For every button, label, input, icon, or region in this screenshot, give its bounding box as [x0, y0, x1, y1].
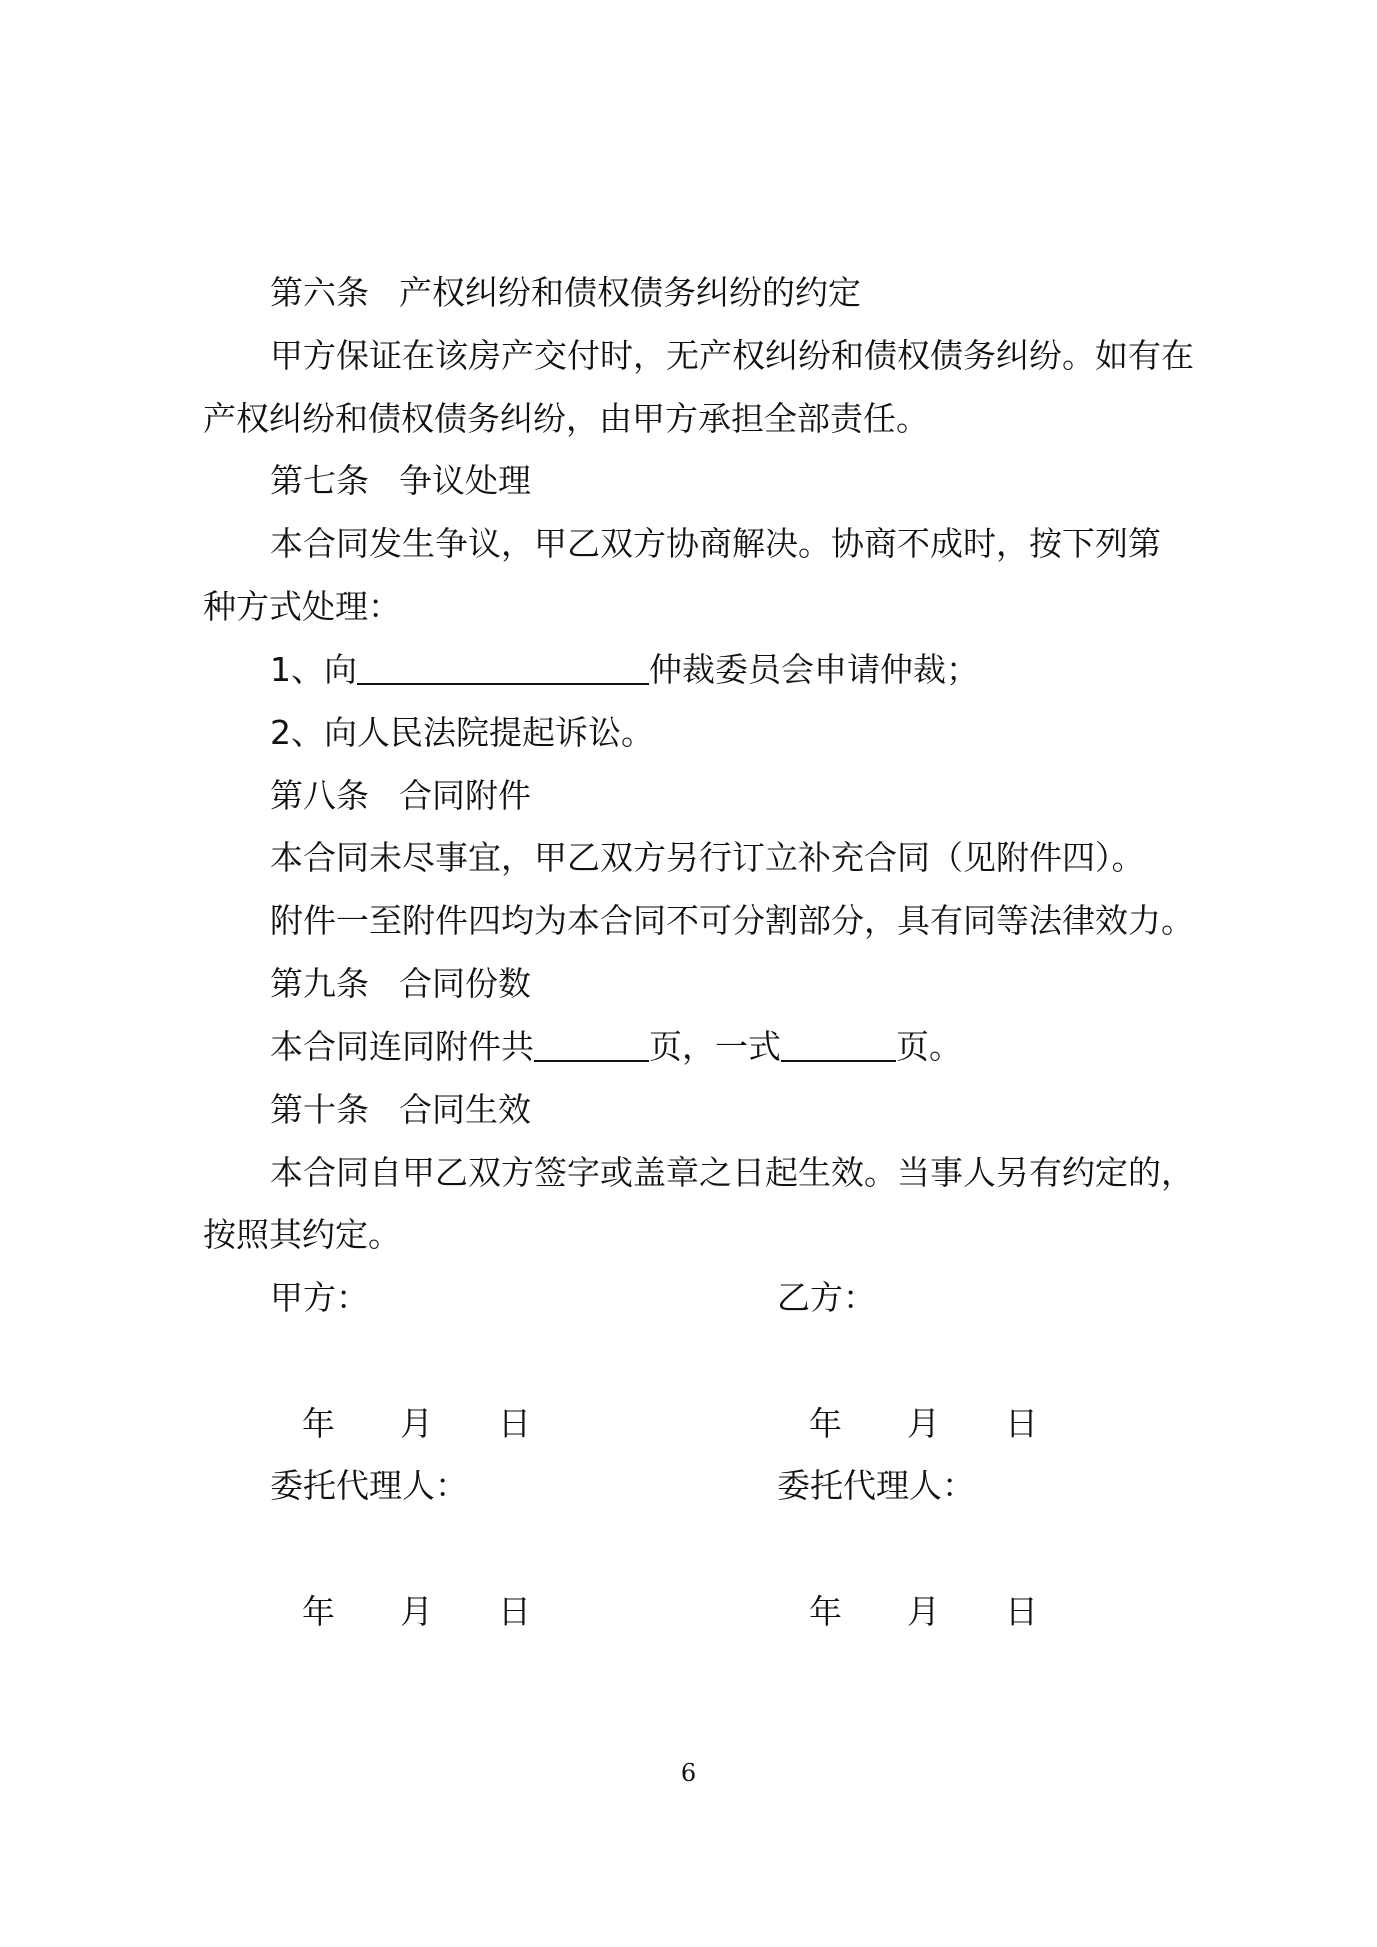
arbitration-committee-blank[interactable] — [357, 653, 649, 685]
article8-body-line1: 本合同未尽事宜，甲乙双方另行订立补充合同（见附件四）。 — [270, 838, 1145, 877]
article10-body-line1: 本合同自甲乙双方签字或盖章之日起生效。当事人另有约定的， — [270, 1153, 1194, 1192]
article8-number: 第八条 — [270, 776, 369, 815]
party-a-year: 年 — [302, 1404, 335, 1443]
party-a-date — [302, 1404, 531, 1444]
party-a-label: 甲方： — [270, 1278, 369, 1317]
article7-title: 争议处理 — [399, 461, 531, 500]
article7-heading — [270, 461, 531, 501]
party-b-year: 年 — [809, 1404, 842, 1443]
agent-b-month: 月 — [907, 1592, 940, 1631]
agent-b-date — [809, 1592, 1038, 1632]
article6-body-line1: 甲方保证在该房产交付时，无产权纠纷和债权债务纠纷。如有在 — [270, 336, 1194, 375]
article9-body — [270, 1027, 962, 1067]
article7-body-line1: 本合同发生争议，甲乙双方协商解决。协商不成时，按下列第 — [270, 524, 1161, 563]
article9-body-middle: 页，一式 — [649, 1027, 781, 1066]
article7-option1-suffix: 仲裁委员会申请仲裁； — [649, 650, 979, 689]
article10-heading — [270, 1090, 531, 1130]
copies-blank[interactable] — [781, 1030, 896, 1062]
agent-a-day: 日 — [498, 1592, 531, 1631]
article10-title: 合同生效 — [399, 1090, 531, 1129]
party-a-month: 月 — [400, 1404, 433, 1443]
article9-title: 合同份数 — [399, 964, 531, 1003]
agent-b-year: 年 — [809, 1592, 842, 1631]
party-b-day: 日 — [1005, 1404, 1038, 1443]
article6-body-line2: 产权纠纷和债权债务纠纷，由甲方承担全部责任。 — [203, 399, 929, 438]
agent-a-year: 年 — [302, 1592, 335, 1631]
article7-option1 — [270, 650, 979, 690]
party-b-month: 月 — [907, 1404, 940, 1443]
article9-number: 第九条 — [270, 964, 369, 1003]
article9-body-prefix: 本合同连同附件共 — [270, 1027, 534, 1066]
article8-title: 合同附件 — [399, 776, 531, 815]
total-pages-blank[interactable] — [534, 1030, 649, 1062]
article7-body-line2: 种方式处理： — [203, 587, 401, 626]
article6-number: 第六条 — [270, 273, 369, 312]
agent-a-label: 委托代理人： — [270, 1466, 468, 1505]
party-a-day: 日 — [498, 1404, 531, 1443]
article7-number: 第七条 — [270, 461, 369, 500]
article7-option2: 2、向人民法院提起诉讼。 — [270, 713, 654, 752]
article9-body-suffix: 页。 — [896, 1027, 962, 1066]
article6-heading — [270, 273, 861, 313]
page-number: 6 — [680, 1759, 697, 1787]
agent-a-date — [302, 1592, 531, 1632]
agent-b-day: 日 — [1005, 1592, 1038, 1631]
article8-body-line2: 附件一至附件四均为本合同不可分割部分，具有同等法律效力。 — [270, 901, 1194, 940]
article8-heading — [270, 776, 531, 816]
article9-heading — [270, 964, 531, 1004]
article10-body-line2: 按照其约定。 — [203, 1215, 401, 1254]
article6-title: 产权纠纷和债权债务纠纷的约定 — [399, 273, 861, 312]
agent-a-month: 月 — [400, 1592, 433, 1631]
article7-option1-prefix: 1、向 — [270, 650, 357, 689]
party-b-date — [809, 1404, 1038, 1444]
party-b-label: 乙方： — [777, 1278, 876, 1317]
agent-b-label: 委托代理人： — [777, 1466, 975, 1505]
article10-number: 第十条 — [270, 1090, 369, 1129]
